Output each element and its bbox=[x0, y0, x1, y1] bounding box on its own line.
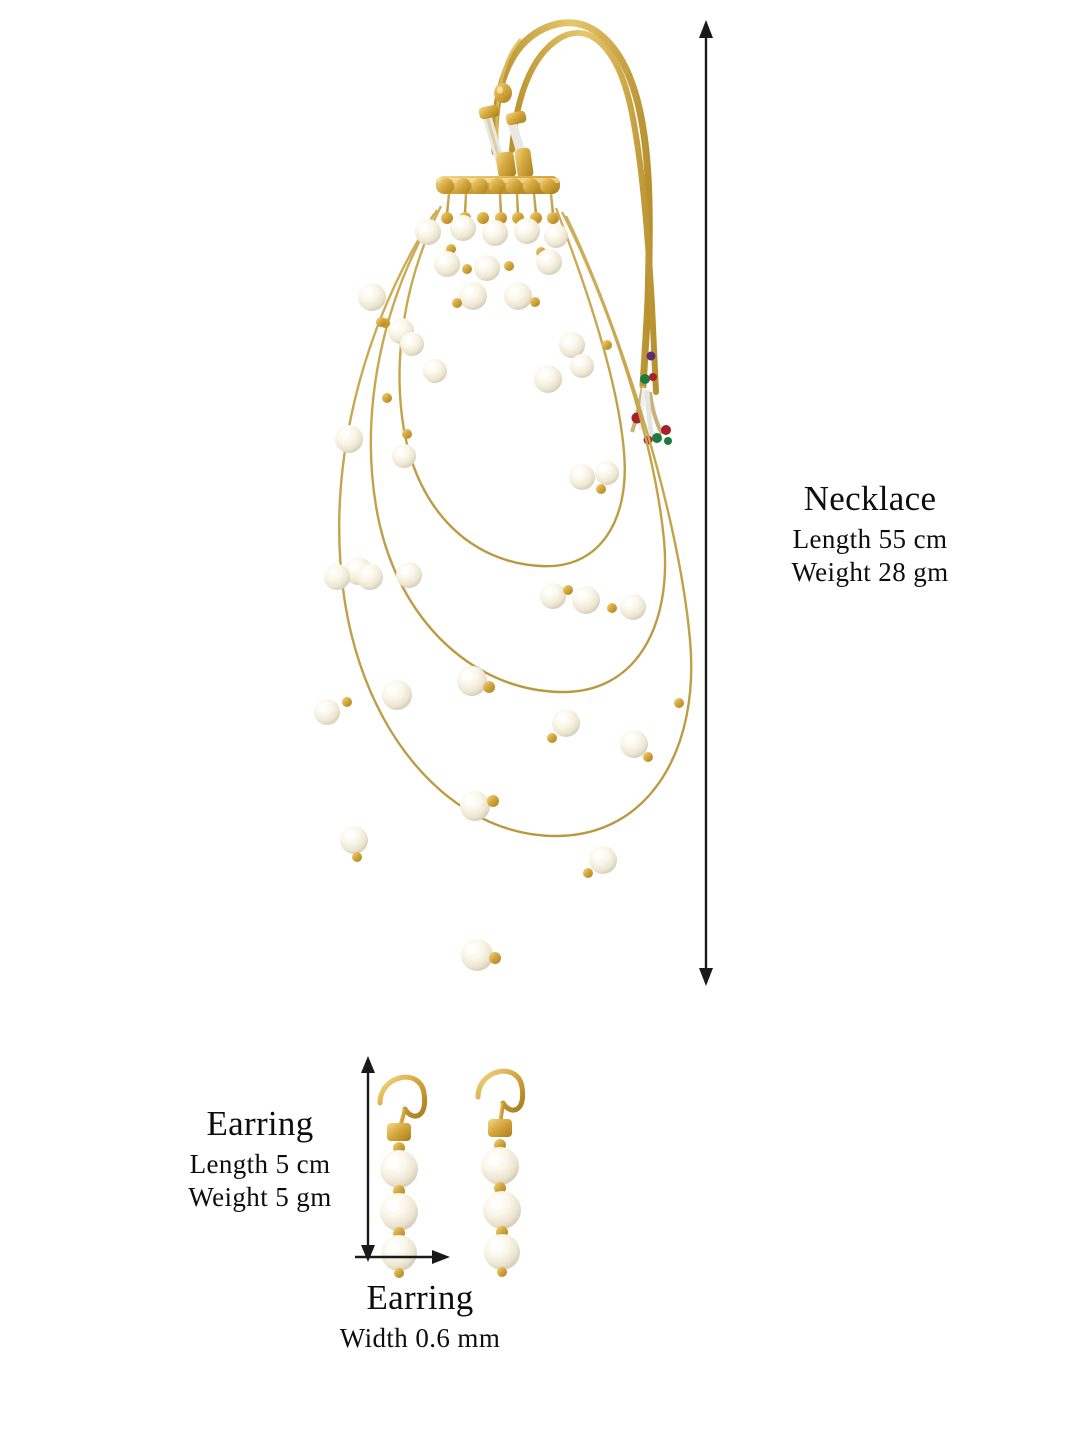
earring-title: Earring bbox=[206, 1104, 314, 1143]
earring-weight: Weight 5 gm bbox=[188, 1181, 332, 1212]
earring-width: Width 0.6 mm bbox=[339, 1322, 501, 1353]
necklace-spacer-bar bbox=[436, 176, 560, 224]
strand-inner bbox=[400, 206, 625, 566]
necklace-title: Necklace bbox=[803, 479, 937, 518]
earring-right bbox=[478, 1071, 523, 1277]
pearl-group-middle bbox=[314, 249, 653, 821]
necklace-spec-block bbox=[700, 478, 1040, 589]
earring-width-title: Earring bbox=[366, 1278, 474, 1317]
earring-width-spec-block bbox=[230, 1277, 610, 1355]
necklace-length: Length 55 cm bbox=[792, 523, 948, 554]
necklace-thread-wrap bbox=[478, 104, 534, 179]
necklace-weight: Weight 28 gm bbox=[791, 556, 949, 587]
earring-width-dimension-arrow bbox=[352, 1245, 452, 1269]
cord-bead bbox=[494, 83, 512, 103]
earring-length: Length 5 cm bbox=[189, 1148, 331, 1179]
earring-spec-block bbox=[150, 1103, 370, 1214]
pearl-group-outer bbox=[324, 283, 684, 971]
